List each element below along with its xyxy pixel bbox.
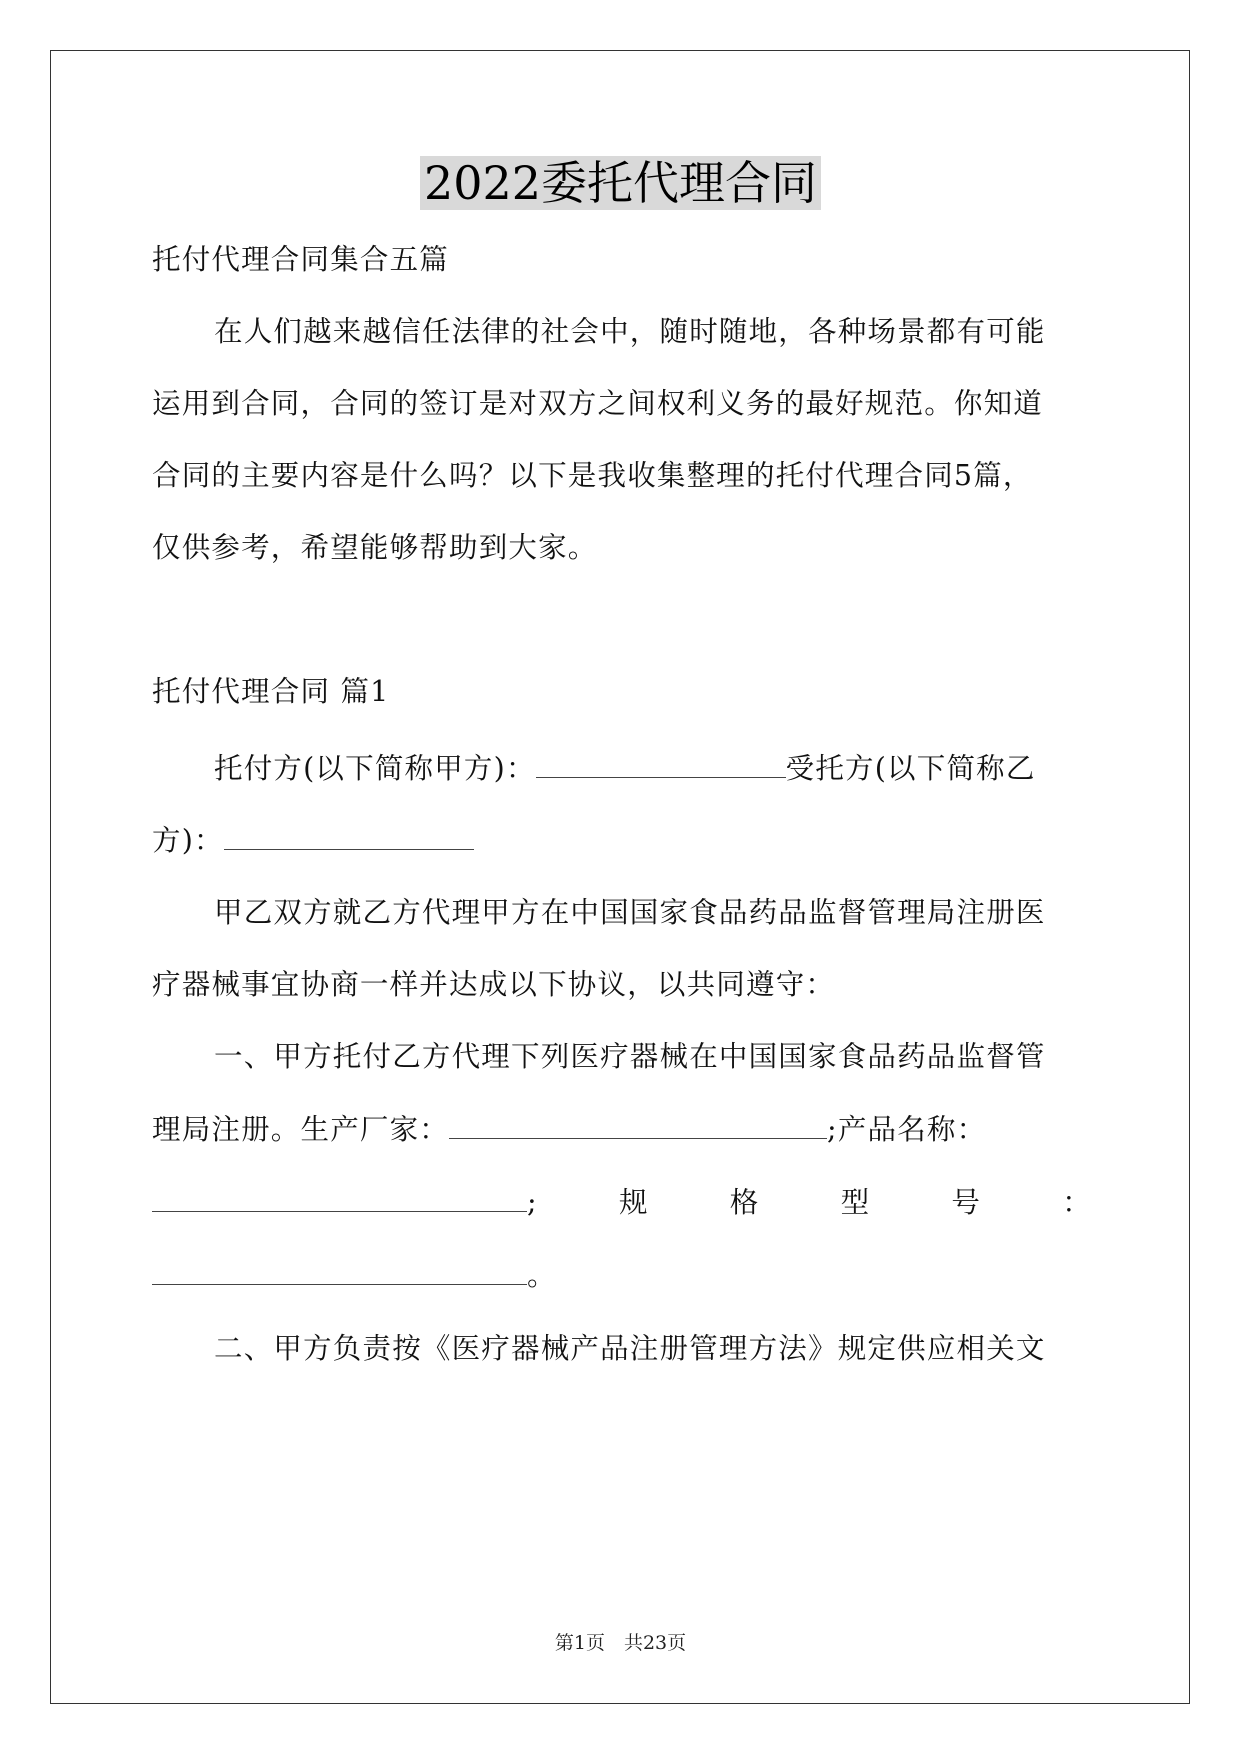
- para1-line-1: 甲乙双方就乙方代理甲方在中国国家食品药品监督管理局注册医: [214, 896, 1046, 929]
- subtitle: 托付代理合同集合五篇: [152, 243, 450, 276]
- party-b-blank[interactable]: [224, 823, 474, 850]
- party-a-line: [214, 749, 1092, 789]
- spec-separator: ;: [527, 1186, 538, 1219]
- spec-char-2: 格: [729, 1186, 760, 1219]
- item1-line-4: [152, 1256, 1092, 1296]
- document-title: 2022委托代理合同: [0, 153, 1241, 213]
- manufacturer-label: 理局注册。生产厂家：: [152, 1113, 450, 1146]
- party-b-line: [152, 821, 1092, 861]
- manufacturer-blank[interactable]: [449, 1112, 827, 1139]
- intro-line-1: 在人们越来越信任法律的社会中，随时随地，各种场景都有可能: [214, 315, 1046, 348]
- intro-line-3: 合同的主要内容是什么吗？以下是我收集整理的托付代理合同5篇，: [152, 459, 1033, 492]
- intro-line-4: 仅供参考，希望能够帮助到大家。: [152, 531, 598, 564]
- para1-line-2: 疗器械事宜协商一样并达成以下协议，以共同遵守：: [152, 968, 836, 1001]
- party-a-blank[interactable]: [536, 751, 786, 778]
- party-b-label-cont: 方)：: [152, 824, 224, 857]
- party-b-label: 受托方(以下简称乙: [785, 752, 1036, 785]
- item1-line-1: 一、甲方托付乙方代理下列医疗器械在中国国家食品药品监督管: [214, 1040, 1046, 1073]
- item2-line-1: 二、甲方负责按《医疗器械产品注册管理方法》规定供应相关文: [214, 1332, 1046, 1365]
- section-heading: 托付代理合同 篇1: [152, 675, 390, 708]
- party-a-label: 托付方(以下简称甲方)：: [214, 752, 536, 785]
- spec-model-blank[interactable]: [152, 1258, 527, 1285]
- page-footer: 第1页 共23页: [554, 1632, 687, 1654]
- spec-char-3: 型: [840, 1186, 871, 1219]
- product-name-label: ;产品名称：: [827, 1113, 987, 1146]
- page-border: [50, 50, 1190, 1704]
- spec-char-1: 规: [618, 1186, 649, 1219]
- product-name-blank[interactable]: [152, 1185, 527, 1212]
- spec-char-4: 号: [951, 1186, 982, 1219]
- item1-end: 。: [527, 1259, 557, 1292]
- intro-line-2: 运用到合同，合同的签订是对双方之间权利义务的最好规范。你知道: [152, 387, 1044, 420]
- item1-line-3: [152, 1183, 1092, 1223]
- spec-char-5: ：: [1062, 1186, 1092, 1219]
- item1-line-2: [152, 1110, 1092, 1150]
